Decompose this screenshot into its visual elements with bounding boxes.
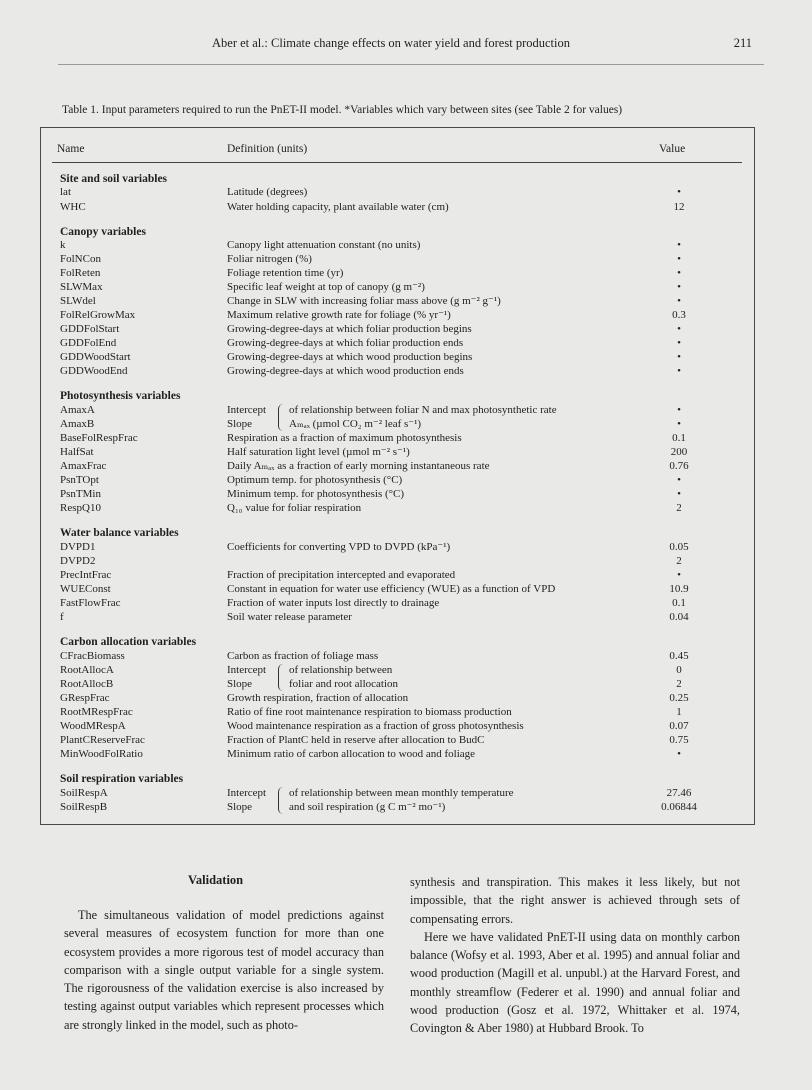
parameter-name: HalfSat [60,446,94,458]
parameter-value: • [677,474,681,486]
parameter-definition-detail: Aₘₐₓ (µmol CO₂ m⁻² leaf s⁻¹) [289,418,422,430]
parameter-definition: Constant in equation for water use efficiency (WUE) as a function of VPD [227,583,556,595]
parameter-name: WoodMRespA [60,720,126,732]
parameter-value: • [677,239,681,251]
parameter-name: PsnTMin [60,488,101,500]
parameter-name: GRespFrac [60,692,110,704]
parameter-value: • [677,267,681,279]
parameter-definition-detail: of relationship between mean monthly temperature [289,787,514,799]
parameter-definition: Coefficients for converting VPD to DVPD (kPa⁻¹) [227,541,451,553]
parameter-name: RootMRespFrac [60,706,133,718]
parameter-value: • [677,351,681,363]
running-title: Aber et al.: Climate change effects on water yield and forest production [212,36,570,50]
table-row [0,649,812,663]
table-caption: Table 1. Input parameters required to run the PnET-II model. *Variables which vary between sites (see Table 2 for values) [62,104,623,116]
parameter-name: FolNCon [60,253,101,265]
table-row [0,610,812,624]
parameter-definition: Soil water release parameter [227,611,352,623]
parameter-definition: Daily Aₘₐₓ as a fraction of early morning instantaneous rate [227,460,490,472]
parameter-value: 2 [676,502,682,514]
section-title: Soil respiration variables [60,773,184,785]
table-row [0,403,812,417]
parameter-definition: Intercept [227,787,267,799]
section-title: Photosynthesis variables [60,390,181,402]
table-row [0,582,812,596]
parameter-definition: Minimum ratio of carbon allocation to wood and foliage [227,748,476,760]
table-row [0,568,812,582]
parameter-name: f [60,611,64,623]
table-section-heading [0,389,812,403]
table-row [0,487,812,501]
parameter-value: • [677,337,681,349]
table-row [0,473,812,487]
parameter-definition: Growing-degree-days at which wood production ends [227,365,464,377]
parameter-definition: Optimum temp. for photosynthesis (°C) [227,474,403,486]
parameter-value: 0.3 [672,309,686,321]
parameter-value: 2 [676,555,682,567]
parameter-name: k [60,239,66,251]
table-section-heading [0,635,812,649]
parameter-value: 0.07 [669,720,689,732]
table-row [0,431,812,445]
table-row [0,554,812,568]
paragraph: The simultaneous validation of model predictions against several measures of ecosystem function for more than one ecosystem provides a more rigorous test of model accuracy than comparison with a single output variable for a single system. The rigorousness of the validation exercise is also increased by testing against output variables which represent processes which are strongly linked in the model, such as photo- [64,908,384,1032]
table-row [0,540,812,554]
parameter-value: 0.1 [672,597,686,609]
parameter-name: FolRelGrowMax [60,309,136,321]
table-row [0,445,812,459]
table-row [0,747,812,761]
parameter-value: 1 [676,706,682,718]
parameter-name: GDDFolStart [60,323,120,335]
table-section-heading [0,526,812,540]
header-divider [52,162,742,163]
table-row [0,786,812,800]
parameter-value: • [677,488,681,500]
parameter-definition: Slope [227,801,253,813]
parameter-value: • [677,253,681,265]
table-row [0,280,812,294]
parameter-definition: Foliage retention time (yr) [227,267,344,279]
parameter-definition: Slope [227,418,253,430]
parameter-name: CFracBiomass [60,650,125,662]
right-column-text [410,873,740,1038]
parameter-definition-detail: foliar and root allocation [289,678,399,690]
parameter-definition: Slope [227,678,253,690]
table-row [0,336,812,350]
parameter-value: • [677,281,681,293]
parameter-name: PrecIntFrac [60,569,112,581]
page-number: 211 [733,36,752,50]
table-section-heading [0,772,812,786]
parameter-name: BaseFolRespFrac [60,432,138,444]
parameter-value: 0.1 [672,432,686,444]
table-row [0,364,812,378]
section-title: Canopy variables [60,226,146,238]
parameter-value: • [677,295,681,307]
parameter-value: 0.75 [669,734,689,746]
table-section-heading [0,172,812,186]
table-row [0,350,812,364]
parameter-definition-detail: of relationship between foliar N and max photosynthetic rate [289,404,557,416]
table-row [0,705,812,719]
parameter-value: 27.46 [666,787,692,799]
parameter-definition: Specific leaf weight at top of canopy (g m⁻²) [227,281,425,293]
parameter-value: 10.9 [669,583,689,595]
parameter-definition: Fraction of PlantC held in reserve after allocation to BudC [227,734,485,746]
parameter-value: • [677,404,681,416]
table-row [0,663,812,677]
section-title: Water balance variables [60,527,179,539]
parameter-name: PsnTOpt [60,474,99,486]
parameter-value: 0 [676,664,682,676]
table-row [0,266,812,280]
parameter-definition: Maximum relative growth rate for foliage (% yr⁻¹) [227,309,451,321]
parameter-definition: Fraction of precipitation intercepted and evaporated [227,569,456,581]
parameter-definition: Half saturation light level (µmol m⁻² s⁻¹) [227,446,410,458]
table-row [0,677,812,691]
header-rule [58,64,764,65]
parameter-definition: Growth respiration, fraction of allocation [227,692,409,704]
parameter-name: DVPD1 [60,541,96,553]
column-header-name: Name [57,143,85,155]
table-row [0,322,812,336]
column-header-value: Value [659,143,686,155]
parameter-value: • [677,569,681,581]
parameter-name: WHC [60,201,86,213]
parameter-name: AmaxFrac [60,460,107,472]
parameter-definition: Q₁₀ value for foliar respiration [227,502,362,514]
table-row [0,185,812,199]
parameter-definition: Foliar nitrogen (%) [227,253,312,265]
table-row [0,719,812,733]
parameter-name: FastFlowFrac [60,597,121,609]
left-column-text [64,906,384,1034]
parameter-definition: Minimum temp. for photosynthesis (°C) [227,488,405,500]
column-header-definition: Definition (units) [227,143,308,155]
parameter-value: 2 [676,678,682,690]
parameter-name: MinWoodFolRatio [60,748,143,760]
parameter-value: • [677,418,681,430]
running-header [0,36,812,52]
parameter-value: 0.76 [669,460,689,472]
parameter-name: RootAllocB [60,678,114,690]
table-row [0,252,812,266]
table-section-heading [0,225,812,239]
parameter-definition-detail: and soil respiration (g C m⁻² mo⁻¹) [289,801,446,813]
parameter-definition: Intercept [227,404,267,416]
parameter-definition: Canopy light attenuation constant (no units) [227,239,421,251]
parameter-value: 0.45 [669,650,689,662]
table-row [0,691,812,705]
table-row [0,501,812,515]
table-row [0,238,812,252]
table-row [0,733,812,747]
parameter-value: 0.04 [669,611,689,623]
parameter-value: 200 [670,446,688,458]
parameter-value: 0.25 [669,692,689,704]
parameter-name: AmaxA [60,404,95,416]
parameter-name: SoilRespB [60,801,108,813]
table-row [0,800,812,814]
parameter-definition: Latitude (degrees) [227,186,308,198]
parameter-definition: Change in SLW with increasing foliar mass above (g m⁻² g⁻¹) [227,295,501,307]
parameter-definition-detail: of relationship between [289,664,393,676]
parameter-name: PlantCReserveFrac [60,734,145,746]
parameter-definition: Intercept [227,664,267,676]
parameter-definition: Growing-degree-days at which wood production begins [227,351,473,363]
table-row [0,459,812,473]
parameter-name: SLWMax [60,281,103,293]
table-row [0,308,812,322]
parameter-definition: Growing-degree-days at which foliar production ends [227,337,464,349]
parameter-name: SLWdel [60,295,96,307]
parameter-name: SoilRespA [60,787,108,799]
parameter-definition: Respiration as a fraction of maximum photosynthesis [227,432,462,444]
parameter-value: • [677,365,681,377]
parameter-name: RespQ10 [60,502,101,514]
parameter-name: GDDWoodStart [60,351,131,363]
table-row [0,200,812,214]
parameter-definition: Fraction of water inputs lost directly to drainage [227,597,440,609]
parameter-value: • [677,748,681,760]
parameter-value: 0.05 [669,541,689,553]
table-row [0,417,812,431]
table-row [0,294,812,308]
parameter-name: WUEConst [60,583,111,595]
parameter-name: GDDWoodEnd [60,365,128,377]
section-title: Site and soil variables [60,173,168,185]
paragraph: Here we have validated PnET-II using data on monthly carbon balance (Wofsy et al. 1993, Aber et al. 1995) and annual foliar and wood production (Magill et al. unpubl.) at the Harvard Forest, and monthly streamflow (Federer et al. 1990) and annual foliar and wood production (Gosz et al. 1972, Whittaker et al. 1974, Covington & Aber 1980) at Hubbard Brook. To [410,929,740,1036]
section-heading-validation: Validation [188,873,244,887]
paragraph: synthesis and transpiration. This makes it less likely, but not impossible, that the right answer is achieved through sets of compensating errors. [410,875,740,926]
parameter-definition: Carbon as fraction of foliage mass [227,650,379,662]
parameter-value: • [677,186,681,198]
parameter-value: 12 [673,201,685,213]
parameter-definition: Ratio of fine root maintenance respiration to biomass production [227,706,512,718]
section-title: Carbon allocation variables [60,636,197,648]
parameter-value: 0.06844 [661,801,697,813]
table-row [0,596,812,610]
parameter-name: lat [60,186,71,198]
parameter-name: DVPD2 [60,555,96,567]
parameter-definition: Water holding capacity, plant available water (cm) [227,201,449,213]
parameter-name: AmaxB [60,418,95,430]
parameter-name: FolReten [60,267,101,279]
parameter-definition: Growing-degree-days at which foliar production begins [227,323,472,335]
parameter-name: RootAllocA [60,664,114,676]
parameter-value: • [677,323,681,335]
parameter-definition: Wood maintenance respiration as a fraction of gross photosynthesis [227,720,524,732]
parameter-name: GDDFolEnd [60,337,117,349]
